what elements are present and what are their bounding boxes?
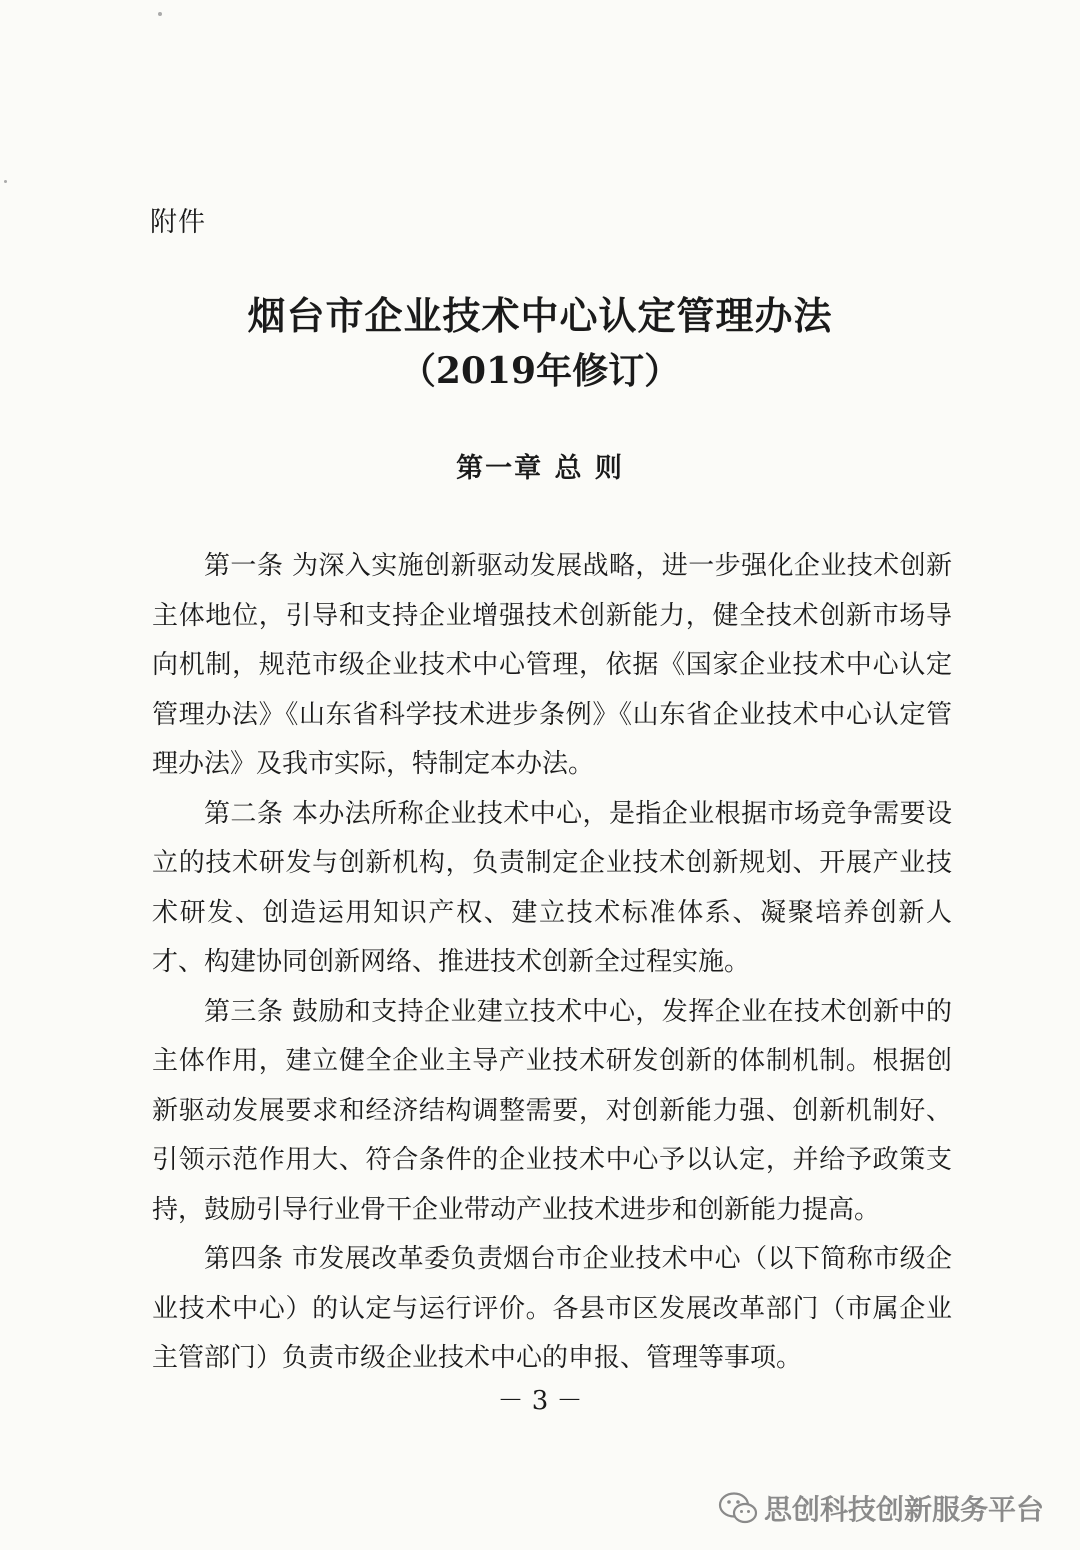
article-4: 第四条 市发展改革委负责烟台市企业技术中心（以下简称市级企业技术中心）的认定与运行评价。各县市区发展改革部门（市属企业主管部门）负责市级企业技术中心的申报、管理等事项。 — [152, 1244, 952, 1373]
scan-speck — [4, 180, 7, 183]
scan-speck — [158, 12, 162, 16]
document-body — [152, 542, 952, 1384]
article-2: 第二条 本办法所称企业技术中心，是指企业根据市场竞争需要设立的技术研发与创新机构，负责制定企业技术创新规划、开展产业技术研发、创造运用知识产权、建立技术标准体系、凝聚培养创新人才、构建协同创新网络、推进技术创新全过程实施。 — [152, 798, 952, 977]
watermark — [718, 1488, 1044, 1528]
attachment-label: 附件 — [150, 207, 206, 238]
page-number: － 3 － — [497, 1386, 583, 1416]
document-subtitle: （2019年修订） — [399, 350, 681, 392]
chapter-heading: 第一章 总 则 — [456, 453, 624, 484]
document-title: 烟台市企业技术中心认定管理办法 — [247, 293, 833, 338]
wechat-icon — [718, 1491, 758, 1525]
article-1: 第一条 为深入实施创新驱动发展战略，进一步强化企业技术创新主体地位，引导和支持企业增强技术创新能力，健全技术创新市场导向机制，规范市级企业技术中心管理，依据《国家企业技术中心认定管理办法》《山东省科学技术进步条例》《山东省企业技术中心认定管理办法》及我市实际，特制定本办法。 — [152, 551, 952, 779]
article-3: 第三条 鼓励和支持企业建立技术中心，发挥企业在技术创新中的主体作用，建立健全企业主导产业技术研发创新的体制机制。根据创新驱动发展要求和经济结构调整需要，对创新能力强、创新机制好、引领示范作用大、符合条件的企业技术中心予以认定，并给予政策支持，鼓励引导行业骨干企业带动产业技术进步和创新能力提高。 — [152, 996, 952, 1225]
watermark-text: 思创科技创新服务平台 — [763, 1493, 1044, 1526]
